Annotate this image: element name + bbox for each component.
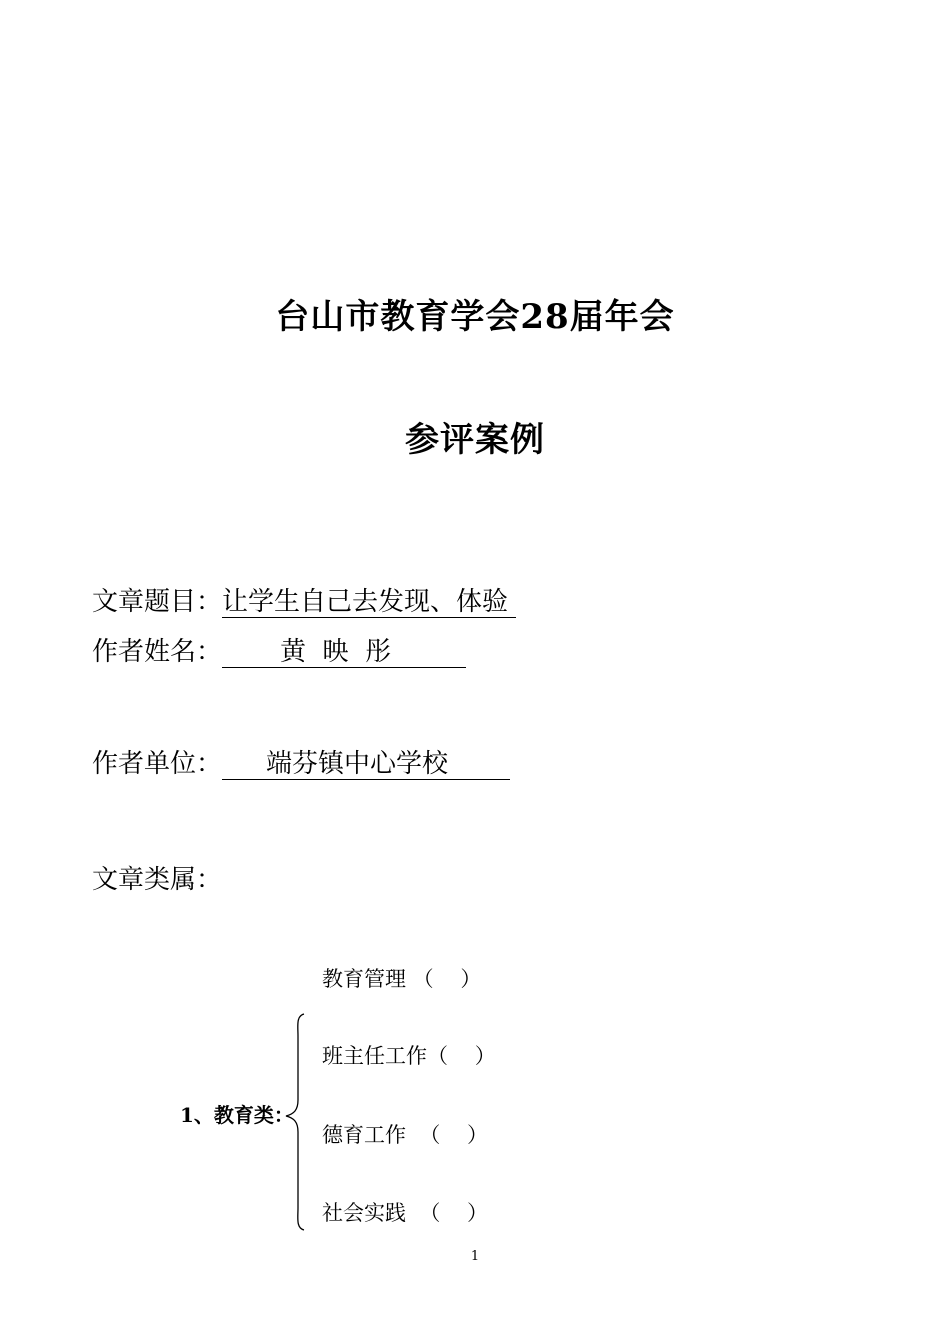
field-label: 文章题目：: [92, 587, 223, 617]
category-option-education-management: 教育管理 （ ）: [322, 967, 482, 991]
field-value: 端芬镇中心学校: [222, 749, 510, 780]
field-label: 作者单位：: [92, 749, 223, 779]
category-option-class-teacher-work: 班主任工作（ ）: [322, 1044, 496, 1068]
field-author-name: [92, 634, 466, 670]
page-number: 1: [470, 1249, 480, 1264]
field-label: 作者姓名：: [92, 637, 223, 667]
field-label: 文章类属：: [92, 865, 223, 895]
document-title: 台山市教育学会28届年会: [275, 297, 675, 337]
field-value: 让学生自己去发现、体验: [222, 587, 516, 618]
document-subtitle: 参评案例: [405, 420, 545, 460]
field-value: 黄 映 彤: [222, 637, 466, 668]
field-author-unit: [92, 746, 510, 782]
curly-brace-icon: [282, 1012, 306, 1232]
category-option-social-practice: 社会实践 （ ）: [322, 1201, 489, 1225]
field-article-title: [92, 584, 516, 620]
field-category: [92, 862, 222, 898]
category-option-moral-education: 德育工作 （ ）: [322, 1123, 489, 1147]
category-group-label: 1、教育类：: [180, 1103, 294, 1127]
